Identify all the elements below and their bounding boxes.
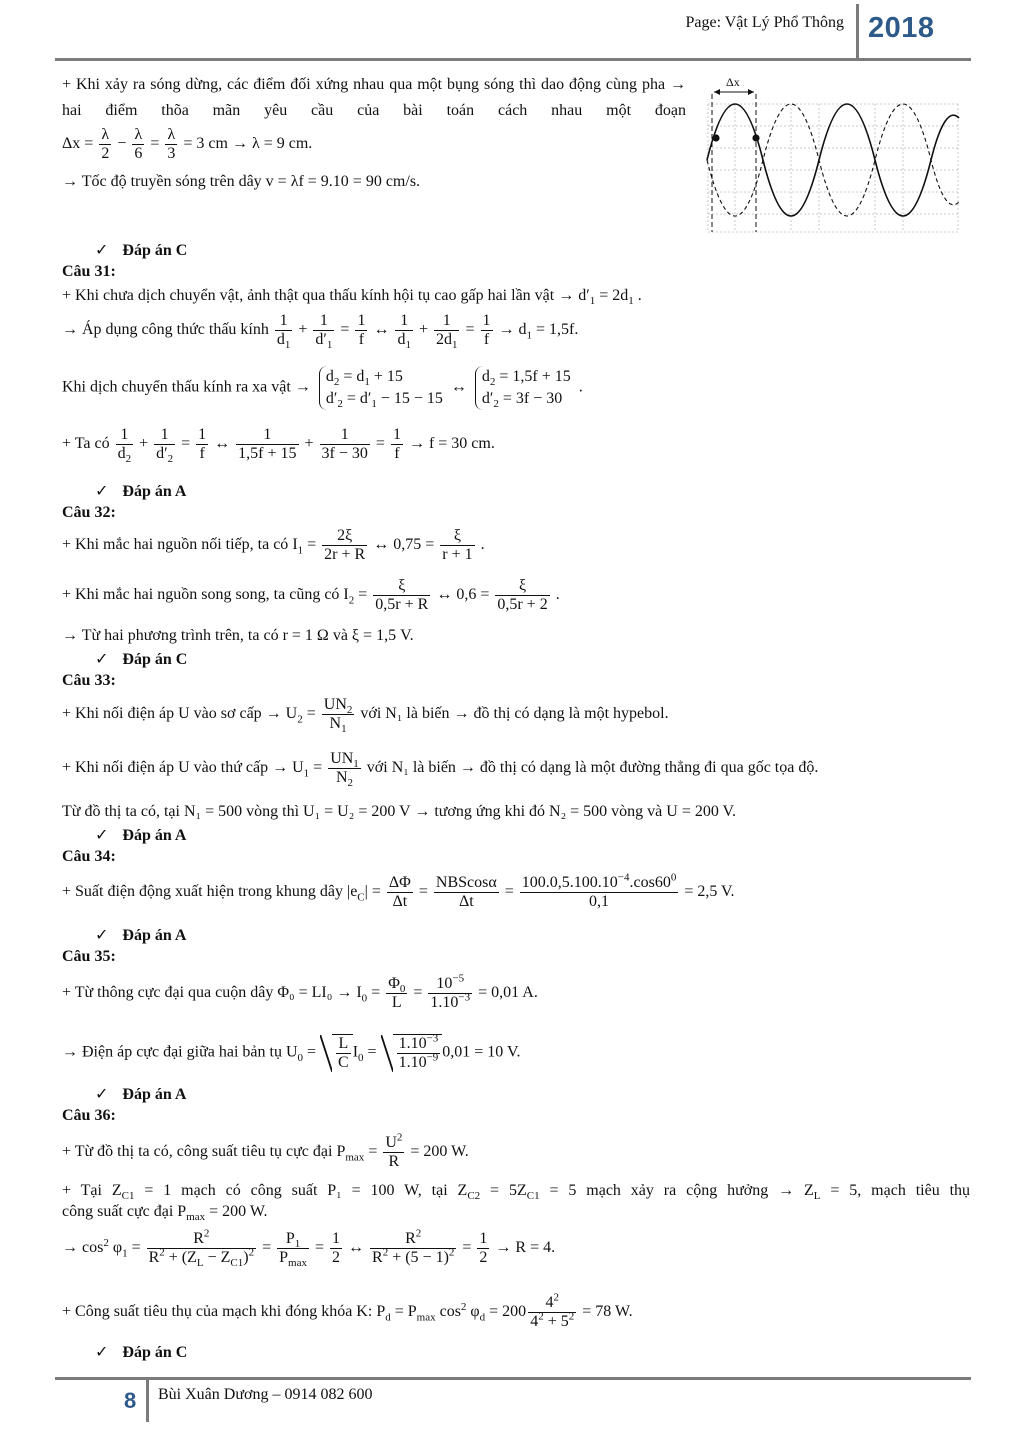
c31-line-4: + Ta có $\frac{1}{d_2}$ + $\frac{1}{d'_2}$ = $\frac{1}{f}$ ↔ $\frac{1}{1,5f + 15}$ + $\frac{1}{3f - 30}$ = $\frac{1}{f}$ → f = 30 cm. <box>62 426 495 466</box>
figure-grid <box>708 104 958 232</box>
standing-wave-figure <box>702 72 964 238</box>
c31-answer: ✓ Đáp án A <box>95 481 187 500</box>
c31-line-1: + Khi chưa dịch chuyển vật, ảnh thật qua thấu kính hội tụ cao gấp hai lần vật → $d'_1 = 2d_1$ . <box>62 287 642 308</box>
c35-line-1: + Từ thông cực đại qua cuộn dây $\Phi_0 = LI_0 \to I_0$ = $\frac{\Phi_0}{L}$ = $\frac{10^{-5}}{1.10^{-3}}$ = 0,01 A. <box>62 972 538 1011</box>
c32-line-1: + Khi mắc hai nguồn nối tiếp, ta có $I_1$ = $\frac{2\xi}{2r + R}$ ↔ 0,75 = $\frac{\xi}{r + 1}$ . <box>62 527 485 563</box>
c30-answer: ✓ Đáp án C <box>95 240 188 259</box>
wave-dashed <box>707 104 959 216</box>
c33-line-2: + Khi nối điện áp U vào thứ cấp → $U_1$ = $\frac{UN_1}{N_2}$ với N₁ là biến → đồ thị có dạng là một đường thẳng đi qua gốc tọa độ. <box>62 750 819 790</box>
c35-title: Câu 35: <box>62 948 116 965</box>
c36-title: Câu 36: <box>62 1107 116 1124</box>
footer-divider <box>146 1380 149 1422</box>
c35-line-2: → Điện áp cực đại giữa hai bản tụ $U_0$ = $\frac{L}{C}$ $I_0$ = $\frac{1.10^{-3}}{1.10^{-9}}$ 0,01 = 10 V. <box>62 1032 521 1071</box>
c32-title: Câu 32: <box>62 504 116 521</box>
c36-line-2: + Tại $Z_{C1} = 1$ mạch có công suất P₁ = 100 W, tại $Z_{C2} = 5Z_{C1} = 5$ mạch xảy ra cộng hưởng → $Z_L = 5$, mạch tiêu thụ <box>62 1182 971 1203</box>
c33-answer: ✓ Đáp án A <box>95 825 187 844</box>
c36-line-5: + Công suất tiêu thụ của mạch khi đóng khóa K: $P_d = P_{max}$ $\cos^2 \varphi_d = 200$ $\frac{4^2}{4^2 + 5^2}$ = 78 W. <box>62 1291 633 1330</box>
footer-author: Bùi Xuân Dương – 0914 082 600 <box>158 1386 373 1403</box>
c31-title: Câu 31: <box>62 263 116 280</box>
c31-line-2: → Áp dụng công thức thấu kính $\frac{1}{d_1}$ + $\frac{1}{d'_1}$ = $\frac{1}{f}$ ↔ $\frac{1}{d_1}$ + $\frac{1}{2d_1}$ = $\frac{1}{f}$ → $d_1 = 1,5f$. <box>62 312 579 352</box>
c32-line-3: → Từ hai phương trình trên, ta có r = 1 Ω và ξ = 1,5 V. <box>62 627 414 644</box>
c32-answer: ✓ Đáp án C <box>95 649 188 668</box>
header-divider <box>856 4 859 60</box>
c33-line-1: + Khi nối điện áp U vào sơ cấp → $U_2$ = $\frac{UN_2}{N_1}$ với N₁ là biến → đồ thị có dạng là một hypebol. <box>62 696 669 736</box>
c30-text-2: → Tốc độ truyền sóng trên dây v = λf = 9.10 = 90 cm/s. <box>62 173 421 190</box>
footer-page-number: 8 <box>124 1388 137 1413</box>
c30-formula: Δx = $\frac{\lambda}{2}$ − $\frac{\lambda}{6}$ = $\frac{\lambda}{3}$ = 3 cm → λ = 9 cm. <box>62 126 313 162</box>
c34-answer: ✓ Đáp án A <box>95 925 187 944</box>
c34-line-1: + Suất điện động xuất hiện trong khung dây $|e_C|$ = $\frac{\Delta\Phi}{\Delta t}$ = $\frac{\text{NBScosα}}{\Delta t}$ = $\frac{100.0,5.100.10^{-4}.\cos 60^0}{0,1}$ = 2,5 V. <box>62 871 735 910</box>
c33-title: Câu 33: <box>62 672 116 689</box>
header-page-label: Page: Vật Lý Phổ Thông <box>685 14 844 31</box>
c35-answer: ✓ Đáp án A <box>95 1084 187 1103</box>
c31-line-3: Khi dịch chuyển thấu kính ra xa vật → $d_2 = d_1 + 15$ $d'_2 = d'_1 - 15 - 15$ ↔ $d_2 = 1,5f + 15$ $d'_2 = 3f - 30$ . <box>62 368 583 411</box>
point-right <box>752 134 759 141</box>
c36-line-4: → $\cos^2 \varphi_1$ = $\frac{R^2}{R^2 + (Z_L - Z_{C1})^2}$ = $\frac{P_1}{P_{max}}$ = $\frac{1}{2}$ ↔ $\frac{R^2}{R^2 + (5 - 1)^2}$ = $\frac{1}{2}$ → R = 4. <box>62 1227 556 1270</box>
c36-answer: ✓ Đáp án C <box>95 1342 188 1361</box>
point-left <box>712 134 719 141</box>
c32-line-2: + Khi mắc hai nguồn song song, ta cũng có $I_2$ = $\frac{\xi}{0,5r + R}$ ↔ 0,6 = $\frac{\xi}{0,5r + 2}$ . <box>62 577 560 613</box>
c36-line-1: + Từ đồ thị ta có, công suất tiêu tụ cực đại $P_{max}$ = $\frac{U^2}{R}$ = 200 W. <box>62 1131 469 1170</box>
c33-line-3: Từ đồ thị ta có, tại N₁ = 500 vòng thì U₁ = U₂ = 200 V → tương ứng khi đó N₂ = 500 vòng và U = 200 V. <box>62 803 737 820</box>
header-rule <box>55 58 971 61</box>
footer-rule <box>55 1377 971 1380</box>
c36-line-3: công suất cực đại $P_{max} = 200$ W. <box>62 1203 268 1224</box>
wave-solid <box>707 104 959 216</box>
header-year: 2018 <box>868 12 935 44</box>
c30-text-1: + Khi xảy ra sóng dừng, các điểm đối xứng nhau qua một bụng sóng thì dao động cùng pha → hai điểm thõa mãn yêu cầu của bài toán cách nhau một đoạn <box>62 76 686 119</box>
c34-title: Câu 34: <box>62 848 116 865</box>
delta-x-label: Δx <box>726 75 740 89</box>
